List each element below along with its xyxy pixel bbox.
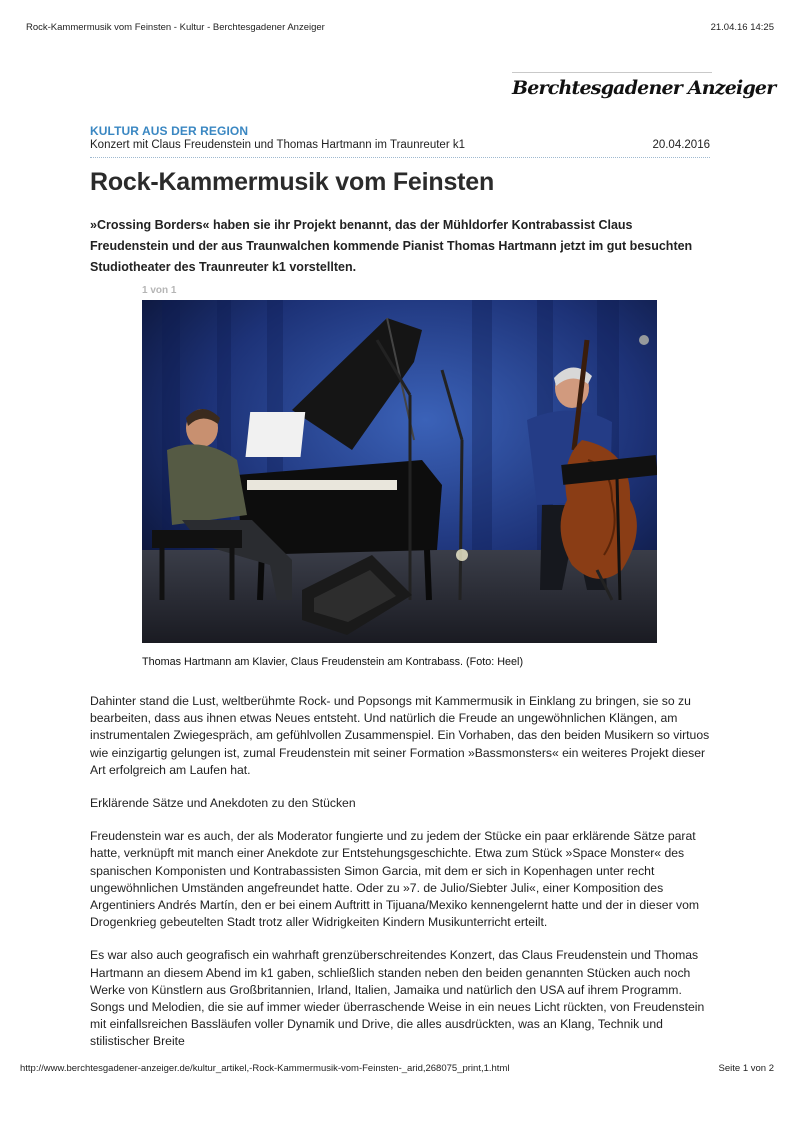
print-header-title: Rock-Kammermusik vom Feinsten - Kultur - Berchtesgadener Anzeiger (26, 22, 325, 33)
newspaper-logo[interactable]: Berchtesgadener Anzeiger (512, 72, 712, 102)
article-date: 20.04.2016 (652, 139, 710, 151)
print-header (26, 22, 774, 36)
print-footer (20, 1063, 774, 1077)
article-subtitle: Konzert mit Claus Freudenstein und Thomas Hartmann im Traunreuter k1 (90, 139, 465, 151)
article-category[interactable]: KULTUR AUS DER REGION (90, 124, 249, 138)
print-header-datetime: 21.04.16 14:25 (710, 22, 774, 33)
print-footer-url[interactable]: http://www.berchtesgadener-anzeiger.de/kultur_artikel,-Rock-Kammermusik-vom-Feinsten-_arid,268075_print,1.html (20, 1063, 510, 1074)
article-subline (90, 139, 710, 155)
dotted-divider (90, 157, 710, 158)
article-paragraph: Es war also auch geografisch ein wahrhaft grenzüberschreitendes Konzert, das Claus Freudenstein und Thomas Hartmann an diesem Abend im k1 gaben, schließlich standen neben den beiden genannten Stücken auch noch Werke von Künstlern aus Großbritannien, Irland, Italien, Jamaika und natürlich den USA auf ihrem Programm. Songs und Melodien, die sie auf immer wieder überraschende Weise in ein neues Licht rückten, von Freudenstein mit einfallsreichen Bassläufen voller Dynamik und Drive, die alles ausdrückten, was an Klang, Technik und stilistischer Breite (90, 948, 705, 1049)
article-body (90, 693, 712, 1067)
article-lead: »Crossing Borders« haben sie ihr Projekt benannt, das der Mühldorfer Kontrabassist Claus Freudenstein und der aus Traunwalchen kommende Pianist Thomas Hartmann jetzt im gut besuchten Studiotheater des Traunreuter k1 vorstellten. (90, 218, 693, 274)
article-paragraph: Dahinter stand die Lust, weltberühmte Rock- und Popsongs mit Kammermusik in Einklang zu bringen, sie so zu bearbeiten, dass aus ihnen etwas Neues entsteht. Und natürlich die Freude an ungewöhnlichen Klängen, am instrumentalen Zwiegespräch, am gefühlvollen Zusammenspiel. Ein Vorhaben, das den beiden Musikern so virtuos wie einzigartig gelungen ist, zumal Freudenstein mit seiner Formation »Bassmonsters« ein weiteres Projekt dieser Art erfolgreich am Laufen hat. (90, 694, 710, 777)
piano-bench (152, 530, 242, 548)
photo-caption: Thomas Hartmann am Klavier, Claus Freudenstein am Kontrabass. (Foto: Heel) (142, 656, 524, 668)
article-subheading: Erklärende Sätze und Anekdoten zu den Stücken (90, 796, 356, 811)
gallery-counter: 1 von 1 (142, 285, 177, 296)
concert-photo[interactable] (142, 300, 657, 643)
piano-keys (247, 480, 397, 490)
article-paragraph: Freudenstein war es auch, der als Moderator fungierte und zu jedem der Stücke ein paar erklärende Sätze parat hatte, verknüpft mit manch einer Anekdote zur Entstehungsgeschichte. Etwa zum Stück »Space Monster« des spanischen Komponisten und Kontrabassisten Simon Garcia, mit dem er sich in Kopenhagen unter recht ungewöhnlichen Umständen angefreundet hatte. Oder zu »7. de Julio/Siebter Juli«, einer Komposition des Argentiniers Andrés Martín, den er bei einem Auftritt in Tijuana/Mexiko kennengelernt hatte und der in dieser vom Drogenkrieg gebeutelten Stadt trotz aller Widrigkeiten Kindern Musikunterricht erteilt. (90, 829, 700, 930)
sheet-music (245, 412, 305, 457)
print-footer-page: Seite 1 von 2 (718, 1063, 774, 1074)
article-headline: Rock-Kammermusik vom Feinsten (90, 168, 495, 196)
